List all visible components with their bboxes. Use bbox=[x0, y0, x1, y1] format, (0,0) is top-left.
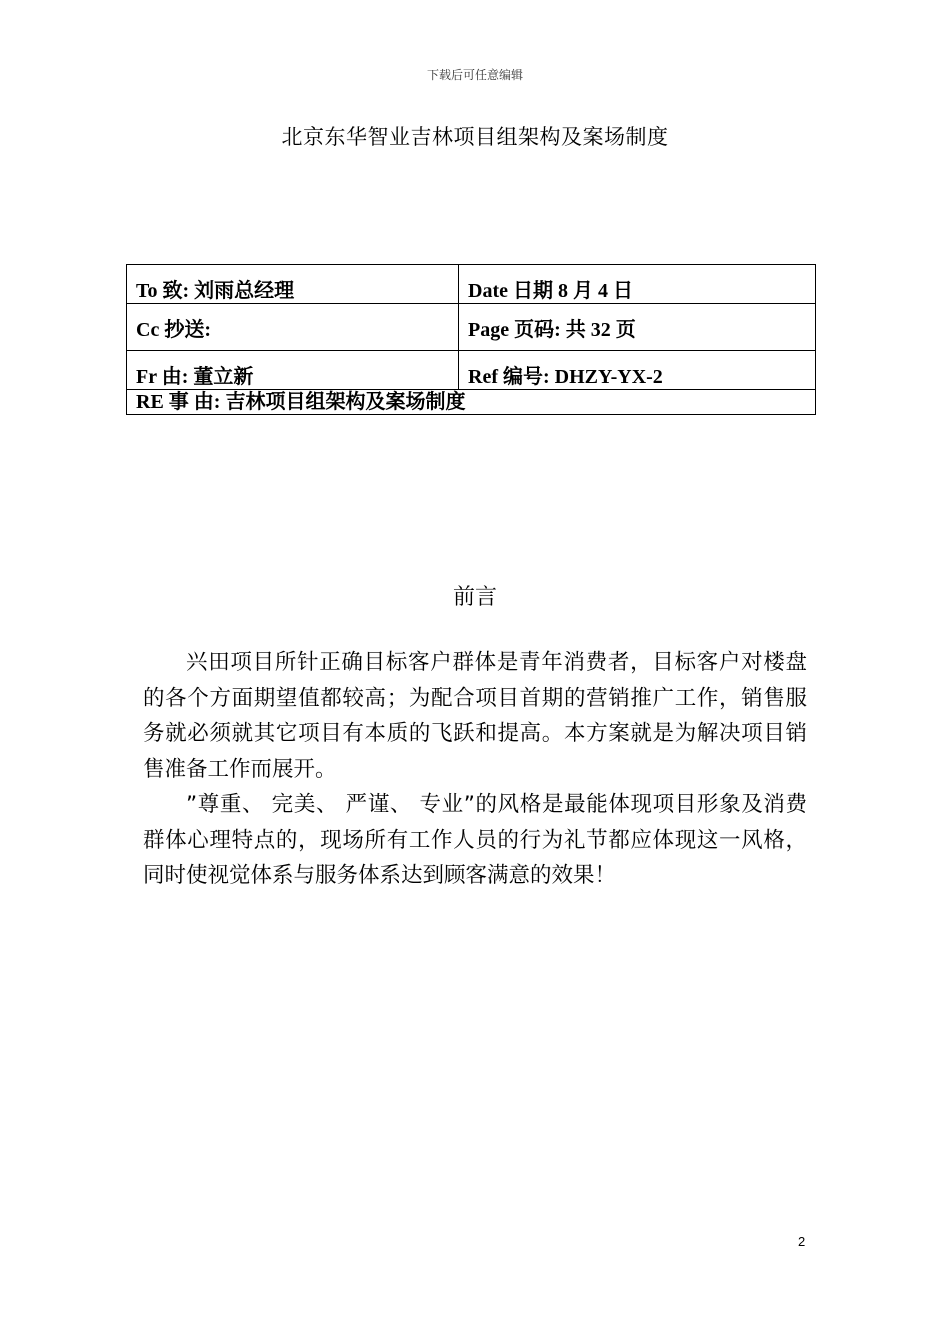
memo-row-cc-page bbox=[127, 304, 816, 351]
memo-row-from-ref bbox=[127, 351, 816, 390]
memo-date-cell: Date 日期 8 月 4 日 bbox=[459, 265, 816, 304]
preface-body bbox=[143, 645, 807, 894]
document-title: 北京东华智业吉林项目组架构及案场制度 bbox=[281, 125, 669, 149]
page-number: 2 bbox=[798, 1234, 806, 1249]
memo-to-cell: To 致: 刘雨总经理 bbox=[127, 265, 459, 304]
memo-from-cell: Fr 由: 董立新 bbox=[127, 351, 459, 390]
memo-row-to-date bbox=[127, 265, 816, 304]
header-note: 下载后可任意编辑 bbox=[426, 68, 523, 82]
memo-subject-cell: RE 事 由: 吉林项目组架构及案场制度 bbox=[127, 390, 816, 415]
preface-heading: 前言 bbox=[452, 585, 497, 610]
memo-ref-cell: Ref 编号: DHZY-YX-2 bbox=[459, 351, 816, 390]
preface-paragraph: 兴田项目所针正确目标客户群体是青年消费者，目标客户对楼盘的各个方面期望值都较高；为配合项目首期的营销推广工作，销售服务就必须就其它项目有本质的飞跃和提高。本方案就是为解决项目销售准备工作而展开。 bbox=[143, 650, 807, 782]
memo-page-cell: Page 页码: 共 32 页 bbox=[459, 304, 816, 351]
preface-paragraph: ”尊重、 完美、 严谨、 专业”的风格是最能体现项目形象及消费群体心理特点的，现场所有工作人员的行为礼节都应体现这一风格，同时使视觉体系与服务体系达到顾客满意的效果！ bbox=[143, 792, 807, 888]
memo-cc-cell: Cc 抄送: bbox=[127, 304, 459, 351]
memo-row-subject bbox=[127, 390, 816, 415]
memo-header-table bbox=[126, 264, 816, 415]
